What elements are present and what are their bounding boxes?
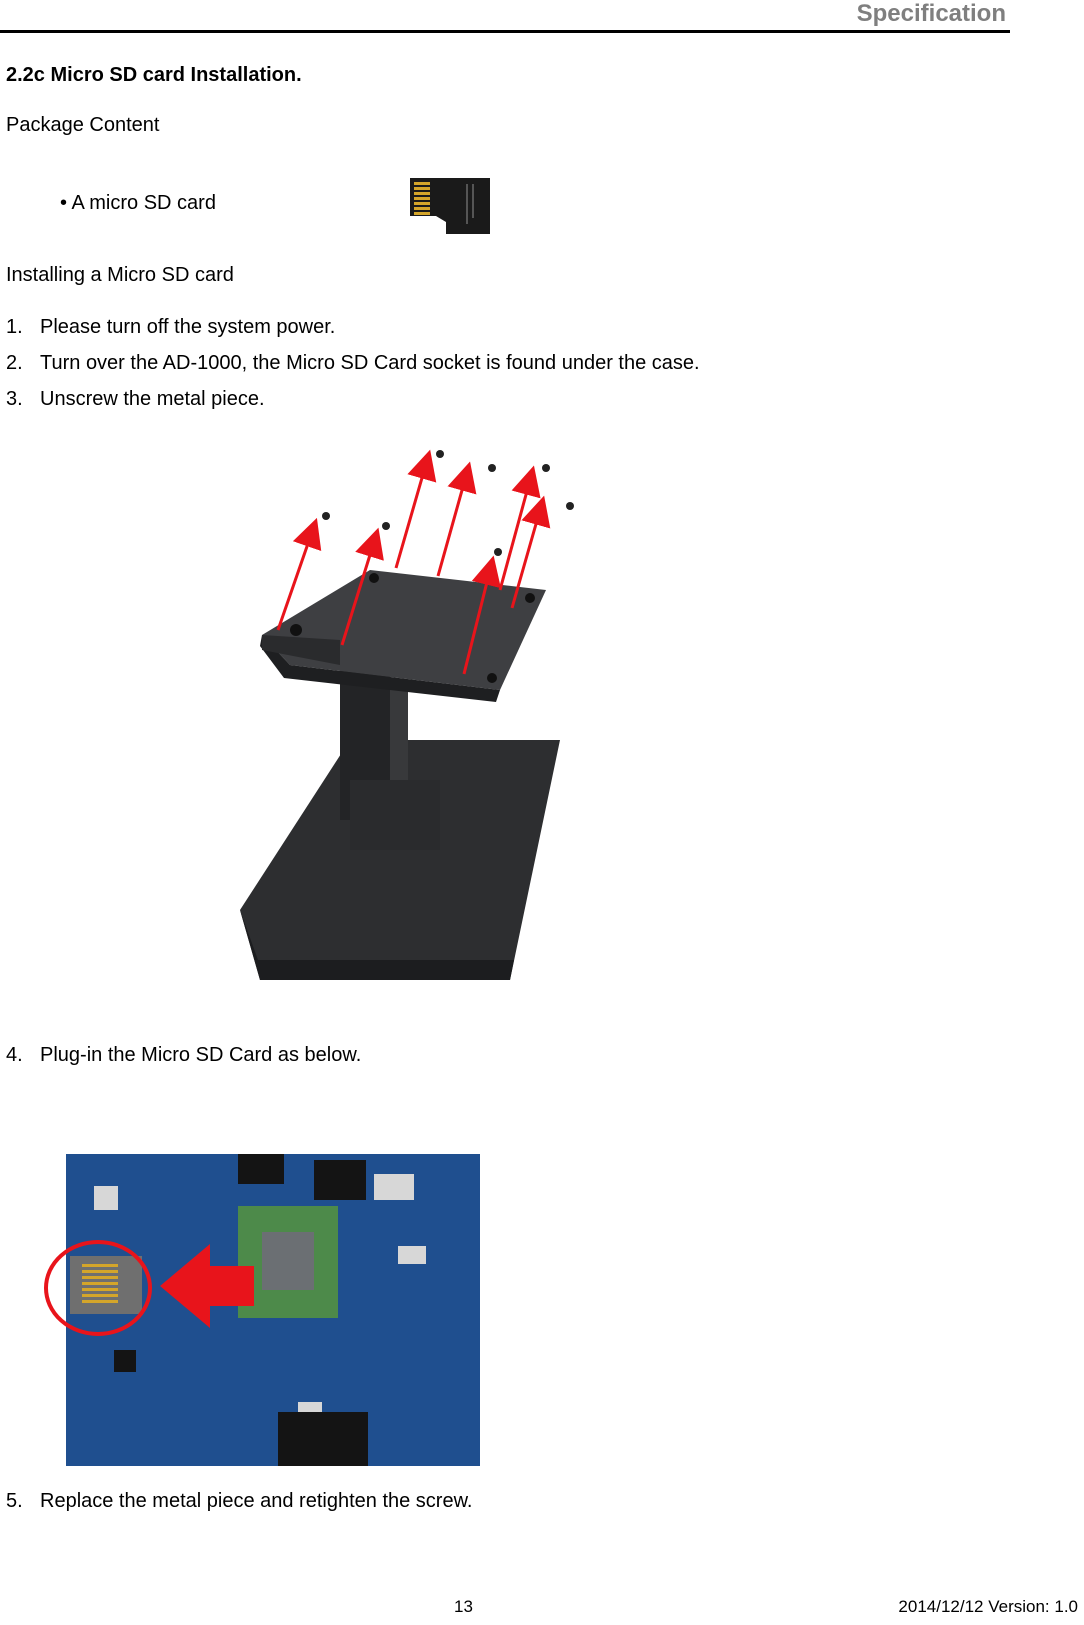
step-text: Turn over the AD-1000, the Micro SD Card socket is found under the case. bbox=[40, 352, 700, 374]
micro-sd-card-icon bbox=[406, 176, 494, 236]
section-title: 2.2c Micro SD card Installation. bbox=[6, 64, 302, 86]
step-text: Plug-in the Micro SD Card as below. bbox=[40, 1044, 362, 1066]
step-text: Replace the metal piece and retighten the screw. bbox=[40, 1490, 473, 1512]
step-text: Unscrew the metal piece. bbox=[40, 388, 265, 410]
step-item: 1. Please turn off the system power. bbox=[6, 316, 336, 338]
installing-heading: Installing a Micro SD card bbox=[6, 264, 234, 286]
package-item-label: A micro SD card bbox=[71, 192, 216, 214]
header-rule bbox=[0, 30, 1010, 33]
step-item: 5. Replace the metal piece and retighten the screw. bbox=[6, 1490, 473, 1512]
step-item: 3. Unscrew the metal piece. bbox=[6, 388, 265, 410]
step-item: 2. Turn over the AD-1000, the Micro SD Card socket is found under the case. bbox=[6, 352, 700, 374]
version-info: 2014/12/12 Version: 1.0 bbox=[898, 1597, 1078, 1616]
device-unscrew-figure bbox=[200, 440, 620, 1020]
package-content-heading: Package Content bbox=[6, 114, 160, 136]
step-item: 4. Plug-in the Micro SD Card as below. bbox=[6, 1044, 362, 1066]
step-text: Please turn off the system power. bbox=[40, 316, 336, 338]
pcb-sd-slot-figure bbox=[38, 1150, 482, 1468]
bullet: • bbox=[60, 192, 68, 214]
header-title: Specification bbox=[856, 0, 1006, 27]
package-item bbox=[60, 192, 216, 215]
page-number: 13 bbox=[454, 1597, 473, 1616]
